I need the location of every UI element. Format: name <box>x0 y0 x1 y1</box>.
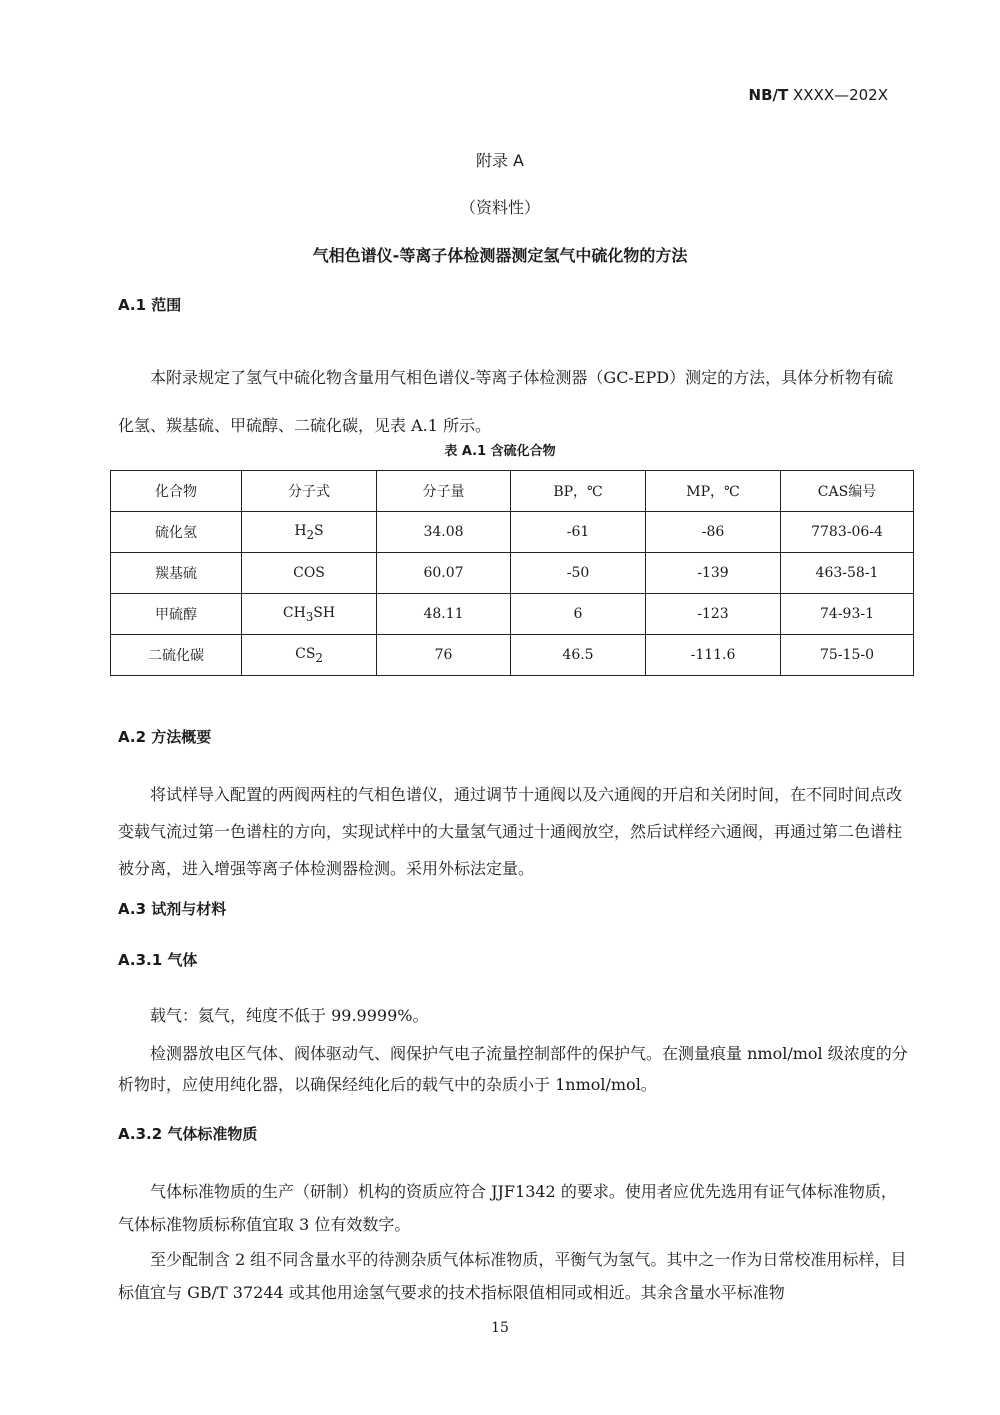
compound-formula: COS <box>242 553 377 594</box>
section-a3-heading: A.3 试剂与材料 <box>118 900 227 918</box>
header-compound: 化合物 <box>111 471 242 512</box>
table-caption: 表 A.1 含硫化合物 <box>444 444 556 459</box>
section-a31-heading: A.3.1 气体 <box>118 951 198 969</box>
page-number: 15 <box>491 1320 509 1336</box>
document-code-number: XXXX—202X <box>788 86 888 104</box>
melting-point: -86 <box>646 512 781 553</box>
appendix-name: 气相色谱仪-等离子体检测器测定氢气中硫化物的方法 <box>312 246 688 265</box>
melting-point: -139 <box>646 553 781 594</box>
section-a32-heading: A.3.2 气体标准物质 <box>118 1125 258 1143</box>
molecular-weight: 76 <box>377 635 511 676</box>
boiling-point: -61 <box>511 512 646 553</box>
table-row <box>111 635 914 676</box>
melting-point: -123 <box>646 594 781 635</box>
section-a2-heading: A.2 方法概要 <box>118 728 212 746</box>
header-melting-point: MP，℃ <box>646 471 781 512</box>
melting-point: -111.6 <box>646 635 781 676</box>
cas-number: 7783-06-4 <box>781 512 914 553</box>
molecular-weight: 60.07 <box>377 553 511 594</box>
molecular-weight: 48.11 <box>377 594 511 635</box>
document-code-prefix: NB/T <box>748 86 789 104</box>
section-a1-paragraph: 本附录规定了氢气中硫化物含量用气相色谱仪-等离子体检测器（GC-EPD）测定的方法，具体分析物有硫化氢、羰基硫、甲硫醇、二硫化碳，见表 A.1 所示。 <box>118 368 894 435</box>
header-boiling-point: BP，℃ <box>511 471 646 512</box>
table-row <box>111 594 914 635</box>
header-molecular-weight: 分子量 <box>377 471 511 512</box>
table-row <box>111 553 914 594</box>
section-a2-paragraph: 将试样导入配置的两阀两柱的气相色谱仪，通过调节十通阀以及六通阀的开启和关闭时间，在不同时间点改变载气流过第一色谱柱的方向，实现试样中的大量氢气通过十通阀放空，然后试样经六通阀，再通过第二色谱柱被分离，进入增强等离子体检测器检测。采用外标法定量。 <box>118 785 903 878</box>
cas-number: 75-15-0 <box>781 635 914 676</box>
boiling-point: 6 <box>511 594 646 635</box>
header-cas-number: CAS编号 <box>781 471 914 512</box>
boiling-point: -50 <box>511 553 646 594</box>
compound-formula: $H_2S$ <box>242 512 377 553</box>
compound-name: 硫化氢 <box>111 512 242 553</box>
compounds-table <box>110 470 914 676</box>
document-code <box>749 86 888 104</box>
table-header-row <box>111 471 914 512</box>
section-a1-heading: A.1 范围 <box>118 296 182 314</box>
section-a31-paragraph-1: 载气：氦气，纯度不低于 99.9999%。 <box>150 1006 429 1025</box>
section-a31-paragraph-2: 检测器放电区气体、阀体驱动气、阀保护气电子流量控制部件的保护气。在测量痕量 nmol/mol 级浓度的分析物时，应使用纯化器，以确保经纯化后的载气中的杂质小于 1nmol/mol。 <box>118 1044 908 1094</box>
compound-name: 甲硫醇 <box>111 594 242 635</box>
compound-formula: $CH_3SH$ <box>242 594 377 635</box>
compound-name: 羰基硫 <box>111 553 242 594</box>
compound-formula: $CS_2$ <box>242 635 377 676</box>
cas-number: 463-58-1 <box>781 553 914 594</box>
header-formula: 分子式 <box>242 471 377 512</box>
molecular-weight: 34.08 <box>377 512 511 553</box>
section-a32-paragraph-1: 气体标准物质的生产（研制）机构的资质应符合 JJF1342 的要求。使用者应优先选用有证气体标准物质，气体标准物质标称值宜取 3 位有效数字。 <box>118 1182 897 1234</box>
appendix-title: 附录 A <box>475 151 525 170</box>
cas-number: 74-93-1 <box>781 594 914 635</box>
table-row <box>111 512 914 553</box>
compound-name: 二硫化碳 <box>111 635 242 676</box>
boiling-point: 46.5 <box>511 635 646 676</box>
appendix-type: （资料性） <box>459 198 540 217</box>
section-a32-paragraph-2: 至少配制含 2 组不同含量水平的待测杂质气体标准物质，平衡气为氢气。其中之一作为日常校准用标样，目标值宜与 GB/T 37244 或其他用途氢气要求的技术指标限值相同或相近。其余含量水平标准物 <box>118 1250 907 1302</box>
